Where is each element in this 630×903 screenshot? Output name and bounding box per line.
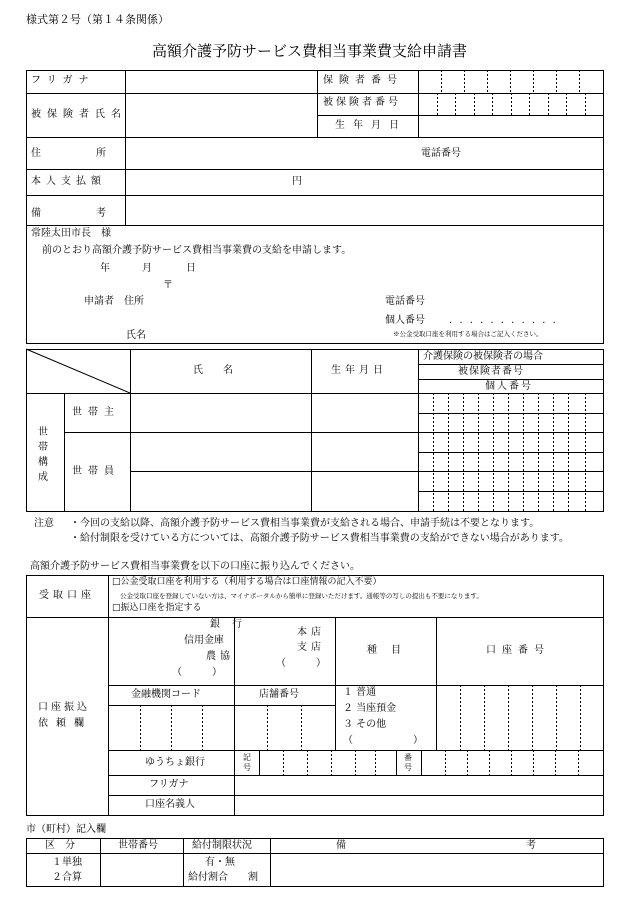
hh-insured-case: 介護保険の被保険者の場合	[423, 351, 543, 362]
account-no-label: 口座番号	[486, 645, 550, 656]
inst-code-label: 金融機関コード	[131, 689, 201, 700]
label-insured-name: 被保険者氏名	[31, 109, 127, 120]
hh-household-label: 世帯構成	[38, 427, 48, 483]
bank-type-credit: 信用金庫	[184, 635, 224, 646]
applicant-phone: 電話番号	[385, 296, 425, 307]
applicant-name: 氏名	[126, 330, 146, 341]
page-title: 高額介護予防サービス費相当事業費支給申請書	[152, 42, 468, 60]
bank-type-bank: 銀行	[210, 619, 254, 630]
addressee: 常陸太田市長 様	[31, 228, 111, 239]
yucho-label: ゆうちょ銀行	[145, 757, 205, 768]
date-month: 月	[142, 263, 152, 274]
type-checking[interactable]: ２ 当座預金	[343, 703, 397, 714]
notes-label: 注意	[34, 518, 54, 529]
holder-furigana-label: フリガナ	[149, 779, 189, 790]
city-single: １単独	[52, 857, 82, 868]
hh-head-label: 世帯主	[72, 407, 120, 418]
option-public-note: 公金受取口座を登録していない方は、マイナポータルから簡単に登録いただけます。通帳等の写しの提出も不要になります。	[120, 592, 483, 600]
address-input[interactable]	[127, 138, 417, 168]
application-text: 前のとおり高額介護予防サービス費相当事業費の支給を申請します。	[42, 245, 352, 256]
city-rate: 給付割合 割	[188, 872, 258, 883]
type-other-paren: （ ）	[343, 735, 423, 746]
city-col-household-no: 世帯番号	[118, 840, 158, 851]
branch-main: 本店	[297, 627, 325, 638]
notes-line1: ・今回の支給以降、高額介護予防サービス費相当事業費が支給される場合、申請手続は不要となります。	[70, 518, 540, 529]
bango-label: 番号	[404, 753, 412, 772]
city-yes-no: 有・無	[205, 857, 235, 868]
hh-insured-no: 被保険者番号	[458, 366, 524, 377]
personal-no-note: ※公金受取口座を利用する場合はご記入ください。	[393, 330, 543, 338]
city-col-kubun: 区 分	[45, 840, 75, 851]
branch-other: （ ）	[276, 658, 326, 669]
hh-member-label: 世帯員	[72, 466, 120, 477]
date-year: 年	[100, 263, 110, 274]
personal-no-dots: . . . . . . . . . . .	[449, 315, 558, 326]
account-type-label: 種目	[367, 645, 415, 656]
label-phone: 電話番号	[421, 148, 461, 159]
holder-name-input[interactable]	[236, 796, 602, 814]
kigo-label: 記号	[243, 753, 251, 772]
label-yen: 円	[292, 176, 302, 187]
receive-account-label: 受取口座	[39, 590, 95, 601]
bank-type-other: （ ）	[172, 667, 222, 678]
label-insurer-no: 保険者番号	[323, 75, 403, 86]
payment-amount-input[interactable]	[127, 170, 287, 194]
insured-name-input[interactable]	[127, 94, 316, 136]
label-insured-no: 被保険者番号	[323, 97, 401, 108]
postal-mark: 〒	[163, 280, 173, 291]
holder-furigana-input[interactable]	[236, 776, 602, 794]
hh-name-col: 氏 名	[193, 365, 233, 376]
label-address: 住所	[31, 148, 161, 159]
option-public-account[interactable]: □公金受取口座を利用する（利用する場合は口座情報の記入不要）	[112, 577, 382, 587]
hh-personal-no: 個人番号	[485, 381, 533, 392]
applicant-address: 申請者 住所	[84, 296, 144, 307]
applicant-personal-no: 個人番号	[385, 315, 425, 326]
type-ordinary[interactable]: １ 普通	[343, 687, 377, 698]
remarks-input[interactable]	[127, 196, 602, 224]
label-furigana: フリガナ	[31, 75, 95, 86]
city-combined: ２合算	[52, 872, 82, 883]
label-birth: 生年月日	[335, 120, 407, 131]
branch-no-label: 店舗番号	[259, 689, 299, 700]
date-day: 日	[186, 263, 196, 274]
transfer-request-label-2: 依頼欄	[38, 718, 92, 729]
city-col-remarks: 備 考	[336, 840, 536, 851]
transfer-request-label-1: 口座振込	[38, 702, 90, 713]
branch-sub: 支店	[297, 642, 325, 653]
transfer-instruction: 高額介護予防サービス費相当事業費を以下の口座に振り込んでください。	[30, 561, 360, 572]
city-section-label: 市（町村）記入欄	[26, 824, 106, 835]
option-specified-account[interactable]: □振込口座を指定する	[112, 603, 202, 613]
furigana-input[interactable]	[127, 71, 316, 92]
type-other[interactable]: ３ その他	[343, 719, 387, 730]
hh-birth-col: 生年月日	[331, 365, 387, 376]
label-remarks: 備考	[31, 208, 161, 219]
holder-name-label: 口座名義人	[145, 799, 195, 810]
city-col-restriction: 給付制限状況	[192, 840, 252, 851]
bank-type-agri: 農協	[206, 651, 234, 662]
notes-line2: ・給付制限を受けている方については、高額介護予防サービス費相当事業費の支給ができない場合があります。	[70, 533, 569, 544]
label-payment: 本人支払額	[31, 176, 106, 187]
form-number: 様式第２号（第１４条関係）	[26, 13, 169, 26]
